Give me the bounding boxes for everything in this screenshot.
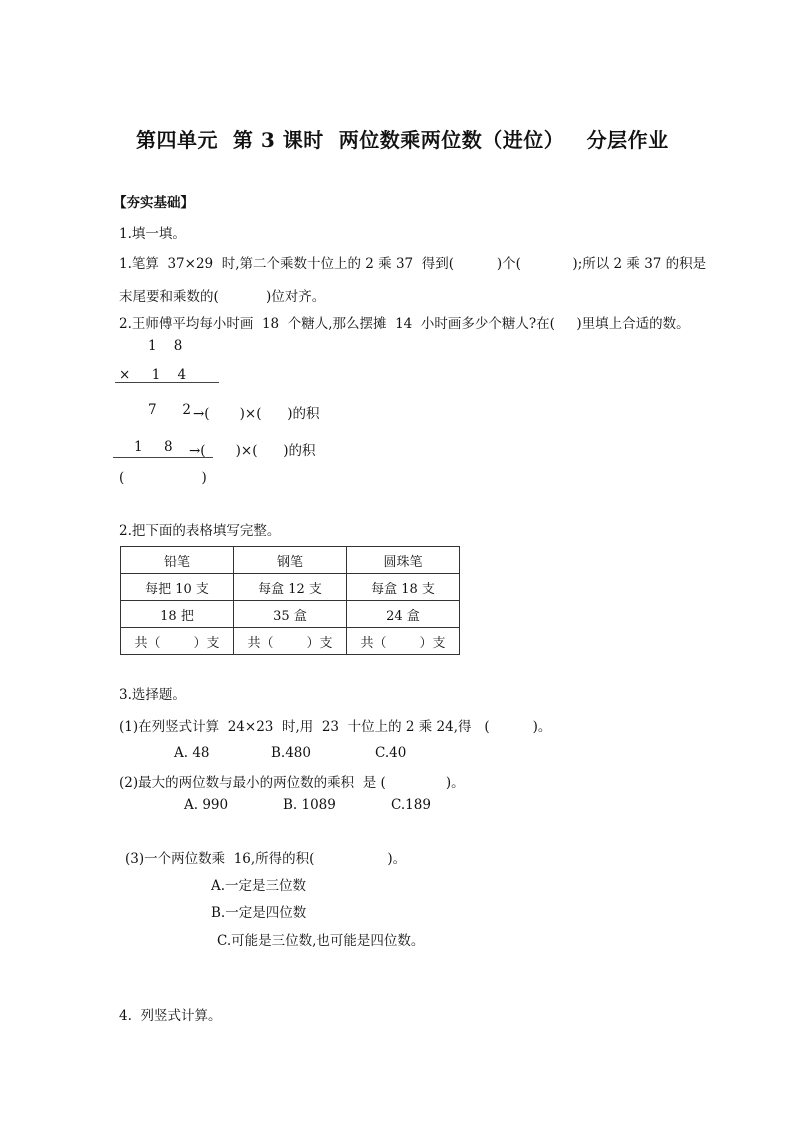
q3-part2-option-a: A. 990 [184,797,229,813]
vertical-underline-2 [113,457,213,458]
table-cell: 共（ ）支 [234,628,347,655]
q3-part2-option-b: B. 1089 [283,797,336,813]
section-heading: 【夯实基础】 [113,195,194,211]
q3-part3-option-a: A.一定是三位数 [211,878,307,894]
q3-part3-option-b: B.一定是四位数 [211,905,307,921]
vertical-row1-digits: 7 2 [148,402,191,418]
vertical-row1-text: →( )×( )的积 [193,406,320,422]
q4-heading: 4. 列竖式计算。 [119,1008,222,1024]
table-cell: 35 盒 [234,601,347,628]
table-cell: 每盒 18 支 [347,574,460,601]
vertical-top-number: 1 8 [148,338,183,354]
q3-part3-option-c: C.可能是三位数,也可能是四位数。 [217,933,425,949]
table-row [121,547,460,574]
q3-part3: (3)一个两位数乘 16,所得的积( )。 [125,851,407,867]
q1-heading: 1.填一填。 [119,226,186,242]
vertical-row2-digits: 1 8 [134,439,173,455]
page-title: 第四单元 第 3 课时 两位数乘两位数（进位） 分层作业 [136,128,669,152]
vertical-multiplier: × 1 4 [119,367,187,383]
vertical-answer-blank: ( ) [119,470,207,486]
q3-part1-option-a: A. 48 [174,745,210,761]
table-cell: 圆珠笔 [347,547,460,574]
q3-heading: 3.选择题。 [119,687,186,703]
q2-heading: 2.把下面的表格填写完整。 [119,523,281,539]
vertical-row2-text: →( )×( )的积 [189,443,316,459]
q1-item1-line1: 1.笔算 37×29 时,第二个乘数十位上的 2 乘 37 得到( )个( );所以 2 乘 37 的积是 [119,256,707,272]
table-cell: 铅笔 [121,547,234,574]
table-cell: 18 把 [121,601,234,628]
q3-part1: (1)在列竖式计算 24×23 时,用 23 十位上的 2 乘 24,得 ( )。 [119,719,552,735]
q1-item2: 2.王师傅平均每小时画 18 个糖人,那么摆摊 14 小时画多少个糖人?在( )里填上合适的数。 [119,316,690,332]
fill-table [120,546,460,655]
q3-part2-option-c: C.189 [391,797,431,813]
q1-item1-line2: 末尾要和乘数的( )位对齐。 [119,289,326,305]
table-row [121,574,460,601]
table-cell: 24 盒 [347,601,460,628]
table-cell: 共（ ）支 [121,628,234,655]
table-cell: 每盒 12 支 [234,574,347,601]
table-cell: 每把 10 支 [121,574,234,601]
table-row [121,601,460,628]
vertical-underline-1 [115,382,219,383]
table-cell: 共（ ）支 [347,628,460,655]
table-row [121,628,460,655]
table-cell: 钢笔 [234,547,347,574]
q3-part1-option-c: C.40 [375,745,407,761]
q3-part1-option-b: B.480 [271,745,311,761]
q3-part2: (2)最大的两位数与最小的两位数的乘积 是 ( )。 [119,775,465,791]
